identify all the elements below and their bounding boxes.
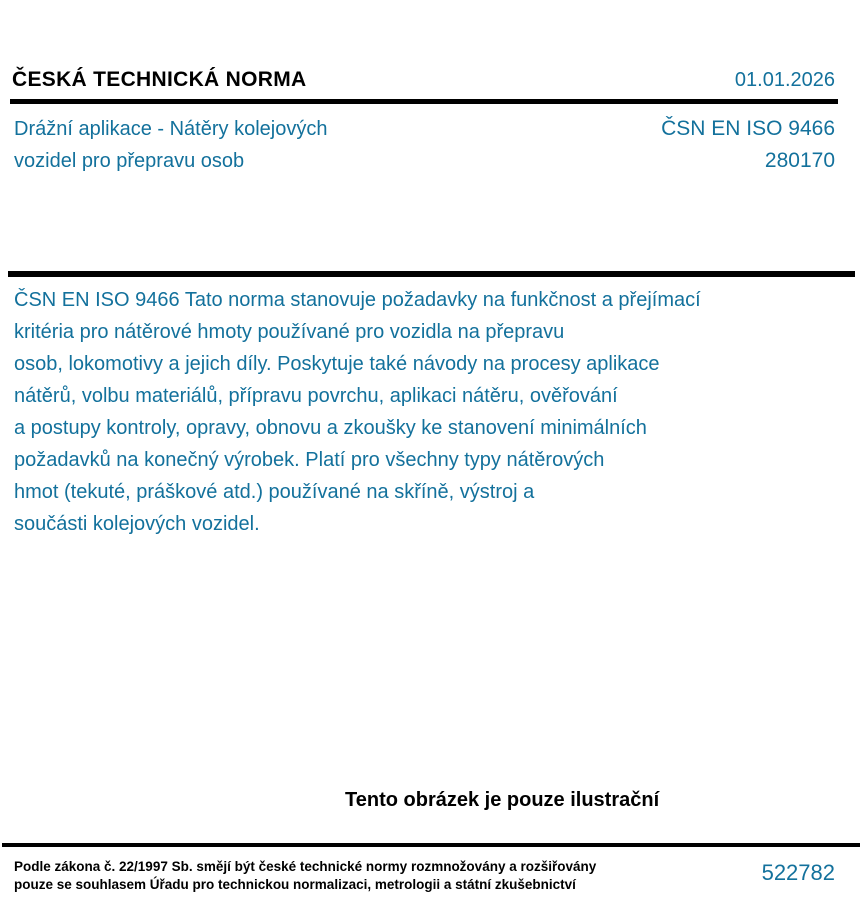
abstract-line: a postupy kontroly, opravy, obnovu a zkoušky ke stanovení minimálních <box>14 417 647 439</box>
legal-notice-line2: pouze se souhlasem Úřadu pro technickou normalizaci, metrologii a státní zkušebnictví <box>14 876 576 892</box>
standard-reference <box>661 113 835 177</box>
footer-divider <box>2 843 860 847</box>
legal-notice-line1: Podle zákona č. 22/1997 Sb. smějí být české technické normy rozmnožovány a rozšiřovány <box>14 859 597 874</box>
abstract-line: součásti kolejových vozidel. <box>14 513 260 535</box>
abstract-line: osob, lokomotivy a jejich díly. Poskytuje také návody na procesy aplikace <box>14 353 660 375</box>
abstract-line: nátěrů, volbu materiálů, přípravu povrchu, aplikaci nátěru, ověřování <box>14 385 618 407</box>
legal-notice <box>14 858 596 893</box>
effective-date: 01.01.2026 <box>734 69 835 91</box>
standard-designation: ČSN EN ISO 9466 <box>661 117 835 140</box>
standard-title-line2: vozidel pro přepravu osob <box>14 150 245 172</box>
order-number: 522782 <box>761 860 835 885</box>
standard-title <box>14 113 327 177</box>
standard-class-number: 280170 <box>764 149 835 172</box>
abstract-line: požadavků na konečný výrobek. Platí pro všechny typy nátěrových <box>14 449 605 471</box>
abstract-line: ČSN EN ISO 9466 Tato norma stanovuje požadavky na funkčnost a přejímací <box>14 289 701 311</box>
page-title: ČESKÁ TECHNICKÁ NORMA <box>12 68 307 91</box>
abstract-line: kritéria pro nátěrové hmoty používané pro vozidla na přepravu <box>14 321 565 343</box>
illustration-note: Tento obrázek je pouze ilustrační <box>345 789 660 811</box>
abstract-line: hmot (tekuté, práškové atd.) používané na skříně, výstroj a <box>14 481 535 503</box>
header-divider <box>10 99 838 104</box>
standard-title-line1: Drážní aplikace - Nátěry kolejových <box>14 118 328 140</box>
abstract-divider <box>8 271 855 277</box>
abstract-paragraph <box>14 284 701 540</box>
